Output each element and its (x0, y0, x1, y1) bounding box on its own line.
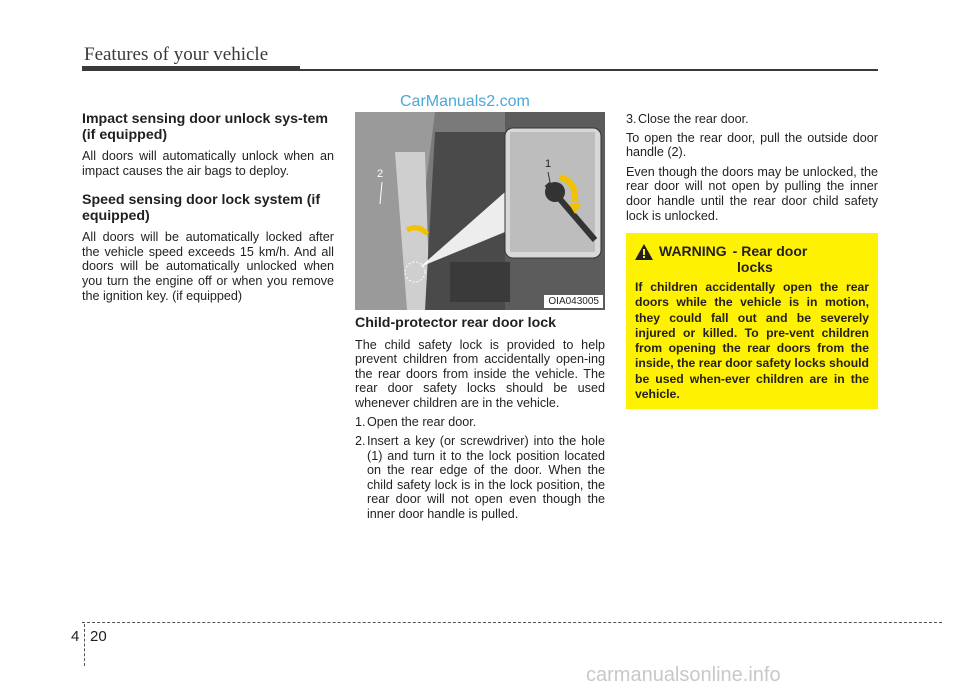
child-lock-illustration (355, 112, 605, 310)
step-number: 2. (355, 434, 366, 449)
warning-body: If children accidentally open the rear doors while the vehicle is in motion, they could fall out and be severely injured or killed. To pre-vent children from opening the rear doors from the inside, the rear door safety locks should be used when-ever children are in the vehicle. (635, 280, 869, 402)
step-2 (355, 434, 605, 522)
middle-column (355, 316, 605, 526)
unlock-note-paragraph: Even though the doors may be unlocked, the rear door will not open by pulling the inner door handle until the rear door child safety lock is unlocked. (626, 164, 878, 223)
header-rule-thick (82, 66, 300, 71)
warning-word: WARNING (659, 243, 727, 259)
warning-header (635, 243, 869, 275)
warning-topic-line2: locks (737, 259, 773, 275)
step-3 (626, 112, 878, 127)
warning-title (659, 243, 807, 275)
figure-label-2: 2 (377, 168, 384, 180)
warning-box (626, 233, 878, 409)
impact-unlock-heading: Impact sensing door unlock sys-tem (if equipped) (82, 111, 328, 143)
site-watermark: CarManuals2.com (400, 93, 530, 110)
footer-divider (84, 624, 85, 666)
step-number: 1. (355, 415, 366, 430)
child-lock-heading: Child-protector rear door lock (355, 315, 557, 331)
figure-code: OIA043005 (544, 295, 603, 308)
chapter-number: 4 (71, 628, 80, 645)
right-column (626, 112, 878, 228)
running-header-title: Features of your vehicle (84, 44, 269, 65)
footer-site-watermark: carmanualsonline.info (586, 664, 781, 686)
door-drawing (355, 112, 605, 310)
impact-unlock-body: All doors will automatically unlock when an impact causes the air bags to deploy. (82, 149, 334, 178)
footer-rule (82, 622, 942, 623)
header-rule-thin (300, 69, 878, 71)
warning-topic: - Rear door (732, 243, 808, 259)
speed-lock-body: All doors will be automatically locked after the vehicle speed exceeds 15 km/h. And all doors will be automatically unlocked when you turn the engine off or when you remove the ignition key. (if equipped) (82, 230, 334, 303)
step-1 (355, 415, 605, 430)
left-column (82, 112, 334, 308)
open-door-paragraph: To open the rear door, pull the outside door handle (2). (626, 130, 878, 160)
step-number: 3. (626, 112, 637, 126)
step-text: Insert a key (or screwdriver) into the hole (1) and turn it to the lock position located on the rear edge of the door. When the child safety lock is in the lock position, the rear door will not open even though the inner door handle is pulled. (367, 434, 605, 522)
figure-label-1: 1 (545, 158, 552, 170)
warning-triangle-icon (635, 244, 653, 260)
speed-lock-heading: Speed sensing door lock system (if equipped) (82, 192, 321, 224)
step-text: Open the rear door. (367, 415, 477, 430)
step-text: Close the rear door. (638, 112, 749, 126)
child-lock-body: The child safety lock is provided to help prevent children from accidentally open-ing the rear doors from inside the vehicle. The rear door safety locks should be used whenever children are in the vehicle. (355, 337, 605, 410)
page-number: 20 (90, 628, 107, 645)
